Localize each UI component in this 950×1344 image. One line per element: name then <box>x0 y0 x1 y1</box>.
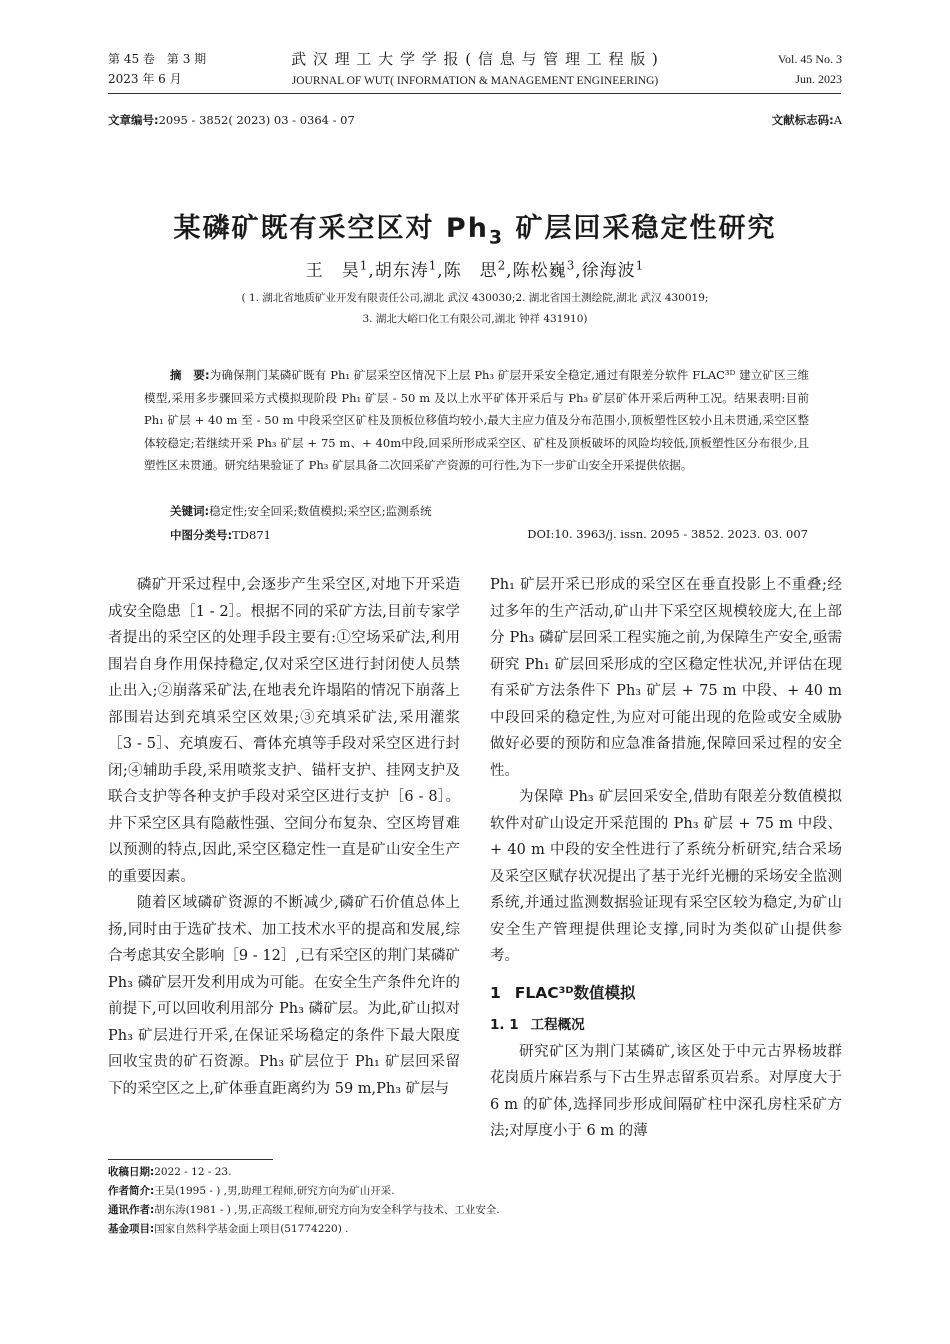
affiliation-line-1: ( 1. 湖北省地质矿业开发有限责任公司,湖北 武汉 430030;2. 湖北省国土测绘院,湖北 武汉 430019; <box>241 292 709 304</box>
document-code-value: A <box>833 113 842 127</box>
received-date: 2022 - 12 - 23. <box>154 1166 232 1178</box>
subsection-heading <box>490 1012 842 1039</box>
funding-label: 基金项目: <box>108 1223 155 1235</box>
section-number: 1 <box>490 983 501 1002</box>
journal-title-en: JOURNAL OF WUT( INFORMATION & MANAGEMENT ENGINEERING) <box>291 75 659 87</box>
subsection-title: 工程概况 <box>530 1017 585 1033</box>
body-paragraph: 为保障 Ph₃ 矿层回采安全,借助有限差分数值模拟软件对矿山设定开采范围的 Ph₃ 矿层 + 75 m 中段、+ 40 m 中段的安全性进行了系统分析研究,结合采场及采空区赋存状况提出了基于光纤光栅的采场安全监测系统,并通过监测数据验证现有采空区较为稳定,为矿山安全生产管理提供理论支撑,同时为类似矿山提供参考。 <box>490 789 842 964</box>
funding-text: 国家自然科学基金面上项目(51774220) . <box>154 1223 349 1235</box>
classification-label: 中图分类号: <box>170 528 233 542</box>
paper-title <box>100 206 850 249</box>
affiliation-line-2: 3. 湖北大峪口化工有限公司,湖北 钟祥 431910) <box>362 313 588 325</box>
footnote-funding <box>108 1220 608 1239</box>
document-code <box>772 112 842 128</box>
keywords-label: 关键词: <box>170 504 210 518</box>
abstract-label: 摘 要: <box>170 368 210 382</box>
author-4: ,陈松巍 <box>506 261 567 281</box>
section-heading <box>490 980 842 1007</box>
title-part-1: 某磷矿既有采空区对 Ph <box>173 213 489 244</box>
title-subscript: 3 <box>488 226 505 249</box>
author-list <box>150 256 800 281</box>
journal-title-cn: 武 汉 理 工 大 学 学 报 ( 信 息 与 管 理 工 程 版 ) <box>291 50 659 68</box>
author-1: 王 昊 <box>305 261 360 281</box>
article-number-value: 2095 - 3852( 2023) 03 - 0364 - 07 <box>158 113 355 127</box>
footnote-rule <box>108 1159 273 1160</box>
body-paragraph: 磷矿开采过程中,会逐步产生采空区,对地下开采造成安全隐患［1 - 2］。根据不同的采矿方法,目前专家学者提出的采空区的处理手段主要有:①空场采矿法,利用围岩自身作用保持稳定,仅对采空区进行封闭使人员禁止出入;②崩落采矿法,在地表允许塌陷的情况下崩落上部围岩达到充填采空区效果;③充填采矿法,采用灌浆［3 - 5］、充填废石、膏体充填等手段对采空区进行封闭;④辅助手段,采用喷浆支护、锚杆支护、挂网支护及联合支护等各种支护手段对采空区进行支护［6 - 8］。井下采空区具有隐蔽性强、空间分布复杂、空区垮冒难以预测的特点,因此,采空区稳定性一直是矿山安全生产的重要因素。 <box>108 577 460 885</box>
header-volume-issue: 第 45 卷 第 3 期 <box>108 52 207 66</box>
body-right-column <box>490 572 842 1145</box>
author-3-affil: 2 <box>497 258 507 273</box>
bio-label: 作者简介: <box>108 1185 155 1197</box>
author-5-affil: 1 <box>635 258 645 273</box>
title-part-2: 矿层回采稳定性研究 <box>504 213 777 244</box>
author-2: ,胡东涛 <box>368 261 429 281</box>
corresponding-text: 胡东涛(1981 - ) ,男,正高级工程师,研究方向为安全科学与技术、工业安全. <box>154 1204 500 1216</box>
body-paragraph: 研究矿区为荆门某磷矿,该区处于中元古界杨坡群花岗质片麻岩系与下古生界志留系页岩系。对厚度大于 6 m 的矿体,选择同步形成间隔矿柱中深孔房柱采矿方法;对厚度小于 6 m 的薄 <box>490 1043 842 1139</box>
author-1-affil: 1 <box>359 258 369 273</box>
footnote-corresponding <box>108 1201 608 1220</box>
footnote-bio <box>108 1182 608 1201</box>
body-paragraph: Ph₁ 矿层开采已形成的采空区在垂直投影上不重叠;经过多年的生产活动,矿山井下采空区规模较庞大,在上部分 Ph₃ 磷矿层回采工程实施之前,为保障生产安全,亟需研究 Ph₁ 矿层回采形成的空区稳定性状况,并评估在现有采矿方法条件下 Ph₃ 矿层 + 75 m 中段、+ 40 m 中段回采的稳定性,为应对可能出现的危险或安全威胁做好必要的预防和应急准备措施,保障回采过程的安全性。 <box>490 577 842 779</box>
keywords <box>170 503 810 519</box>
received-label: 收稿日期: <box>108 1166 155 1178</box>
header-date: 2023 年 6 月 <box>108 72 182 86</box>
body-left-column <box>108 572 460 1102</box>
article-number <box>108 112 355 128</box>
document-code-label: 文献标志码: <box>771 113 834 127</box>
abstract-text: 为确保荆门某磷矿既有 Ph₁ 矿层采空区情况下上层 Ph₃ 矿层开采安全稳定,通过有限差分软件 FLAC³ᴰ 建立矿区三维模型,采用多步骤回采方式模拟现阶段 Ph₁ 矿层 - 50 m 及以上水平矿体开采后与 Ph₃ 矿层矿体开采后两种工况。结果表明:目前 Ph₁ 矿层 + 40 m 至 - 50 m 中段采空区矿柱及顶板位移值均较小,最大主应力值及分布范围小,顶板塑性区较小且未贯通,采空区整体较稳定;若继续开采 Ph₃ 矿层 + 75 m、+ 40m中段,回采所形成采空区、矿柱及顶板破坏的风险均较低,顶板塑性区分布很少,且塑性区未贯通。研究结果验证了 Ph₃ 矿层具备二次回采矿产资源的可行性,为下一步矿山安全开采提供依据。 <box>144 368 809 472</box>
classification-value: TD871 <box>232 528 271 542</box>
header-rule <box>108 93 841 94</box>
footnote-received <box>108 1163 608 1182</box>
header-date-en: Jun. 2023 <box>795 72 842 86</box>
doi: DOI:10. 3963/j. issn. 2095 - 3852. 2023. 03. 007 <box>527 527 808 541</box>
bio-text: 王昊(1995 - ) ,男,助理工程师,研究方向为矿山开采. <box>154 1185 395 1197</box>
body-paragraph: 随着区域磷矿资源的不断减少,磷矿石价值总体上扬,同时由于选矿技术、加工技术水平的提高和发展,综合考虑其安全影响［9 - 12］,已有采空区的荆门某磷矿 Ph₃ 磷矿层开发利用成为可能。在安全生产条件允许的前提下,可以回收利用部分 Ph₃ 磷矿层。为此,矿山拟对 Ph₃ 矿层进行开采,在保证采场稳定的条件下最大限度回收宝贵的矿石资源。Ph₃ 矿层位于 Ph₁ 矿层回采留下的采空区之上,矿体垂直距离约为 59 m,Ph₃ 矿层与 <box>108 895 460 1097</box>
header-vol-en: Vol. 45 No. 3 <box>777 52 842 66</box>
author-5: ,徐海波 <box>575 261 636 281</box>
section-title: FLAC³ᴰ数值模拟 <box>514 983 636 1002</box>
article-number-label: 文章编号: <box>108 113 159 127</box>
author-4-affil: 3 <box>566 258 576 273</box>
keywords-text: 稳定性;安全回采;数值模拟;采空区;监测系统 <box>209 504 432 518</box>
subsection-number: 1. 1 <box>490 1017 519 1033</box>
author-2-affil: 1 <box>428 258 438 273</box>
abstract <box>144 364 809 477</box>
author-3: ,陈 思 <box>437 261 498 281</box>
corresponding-label: 通讯作者: <box>108 1204 155 1216</box>
